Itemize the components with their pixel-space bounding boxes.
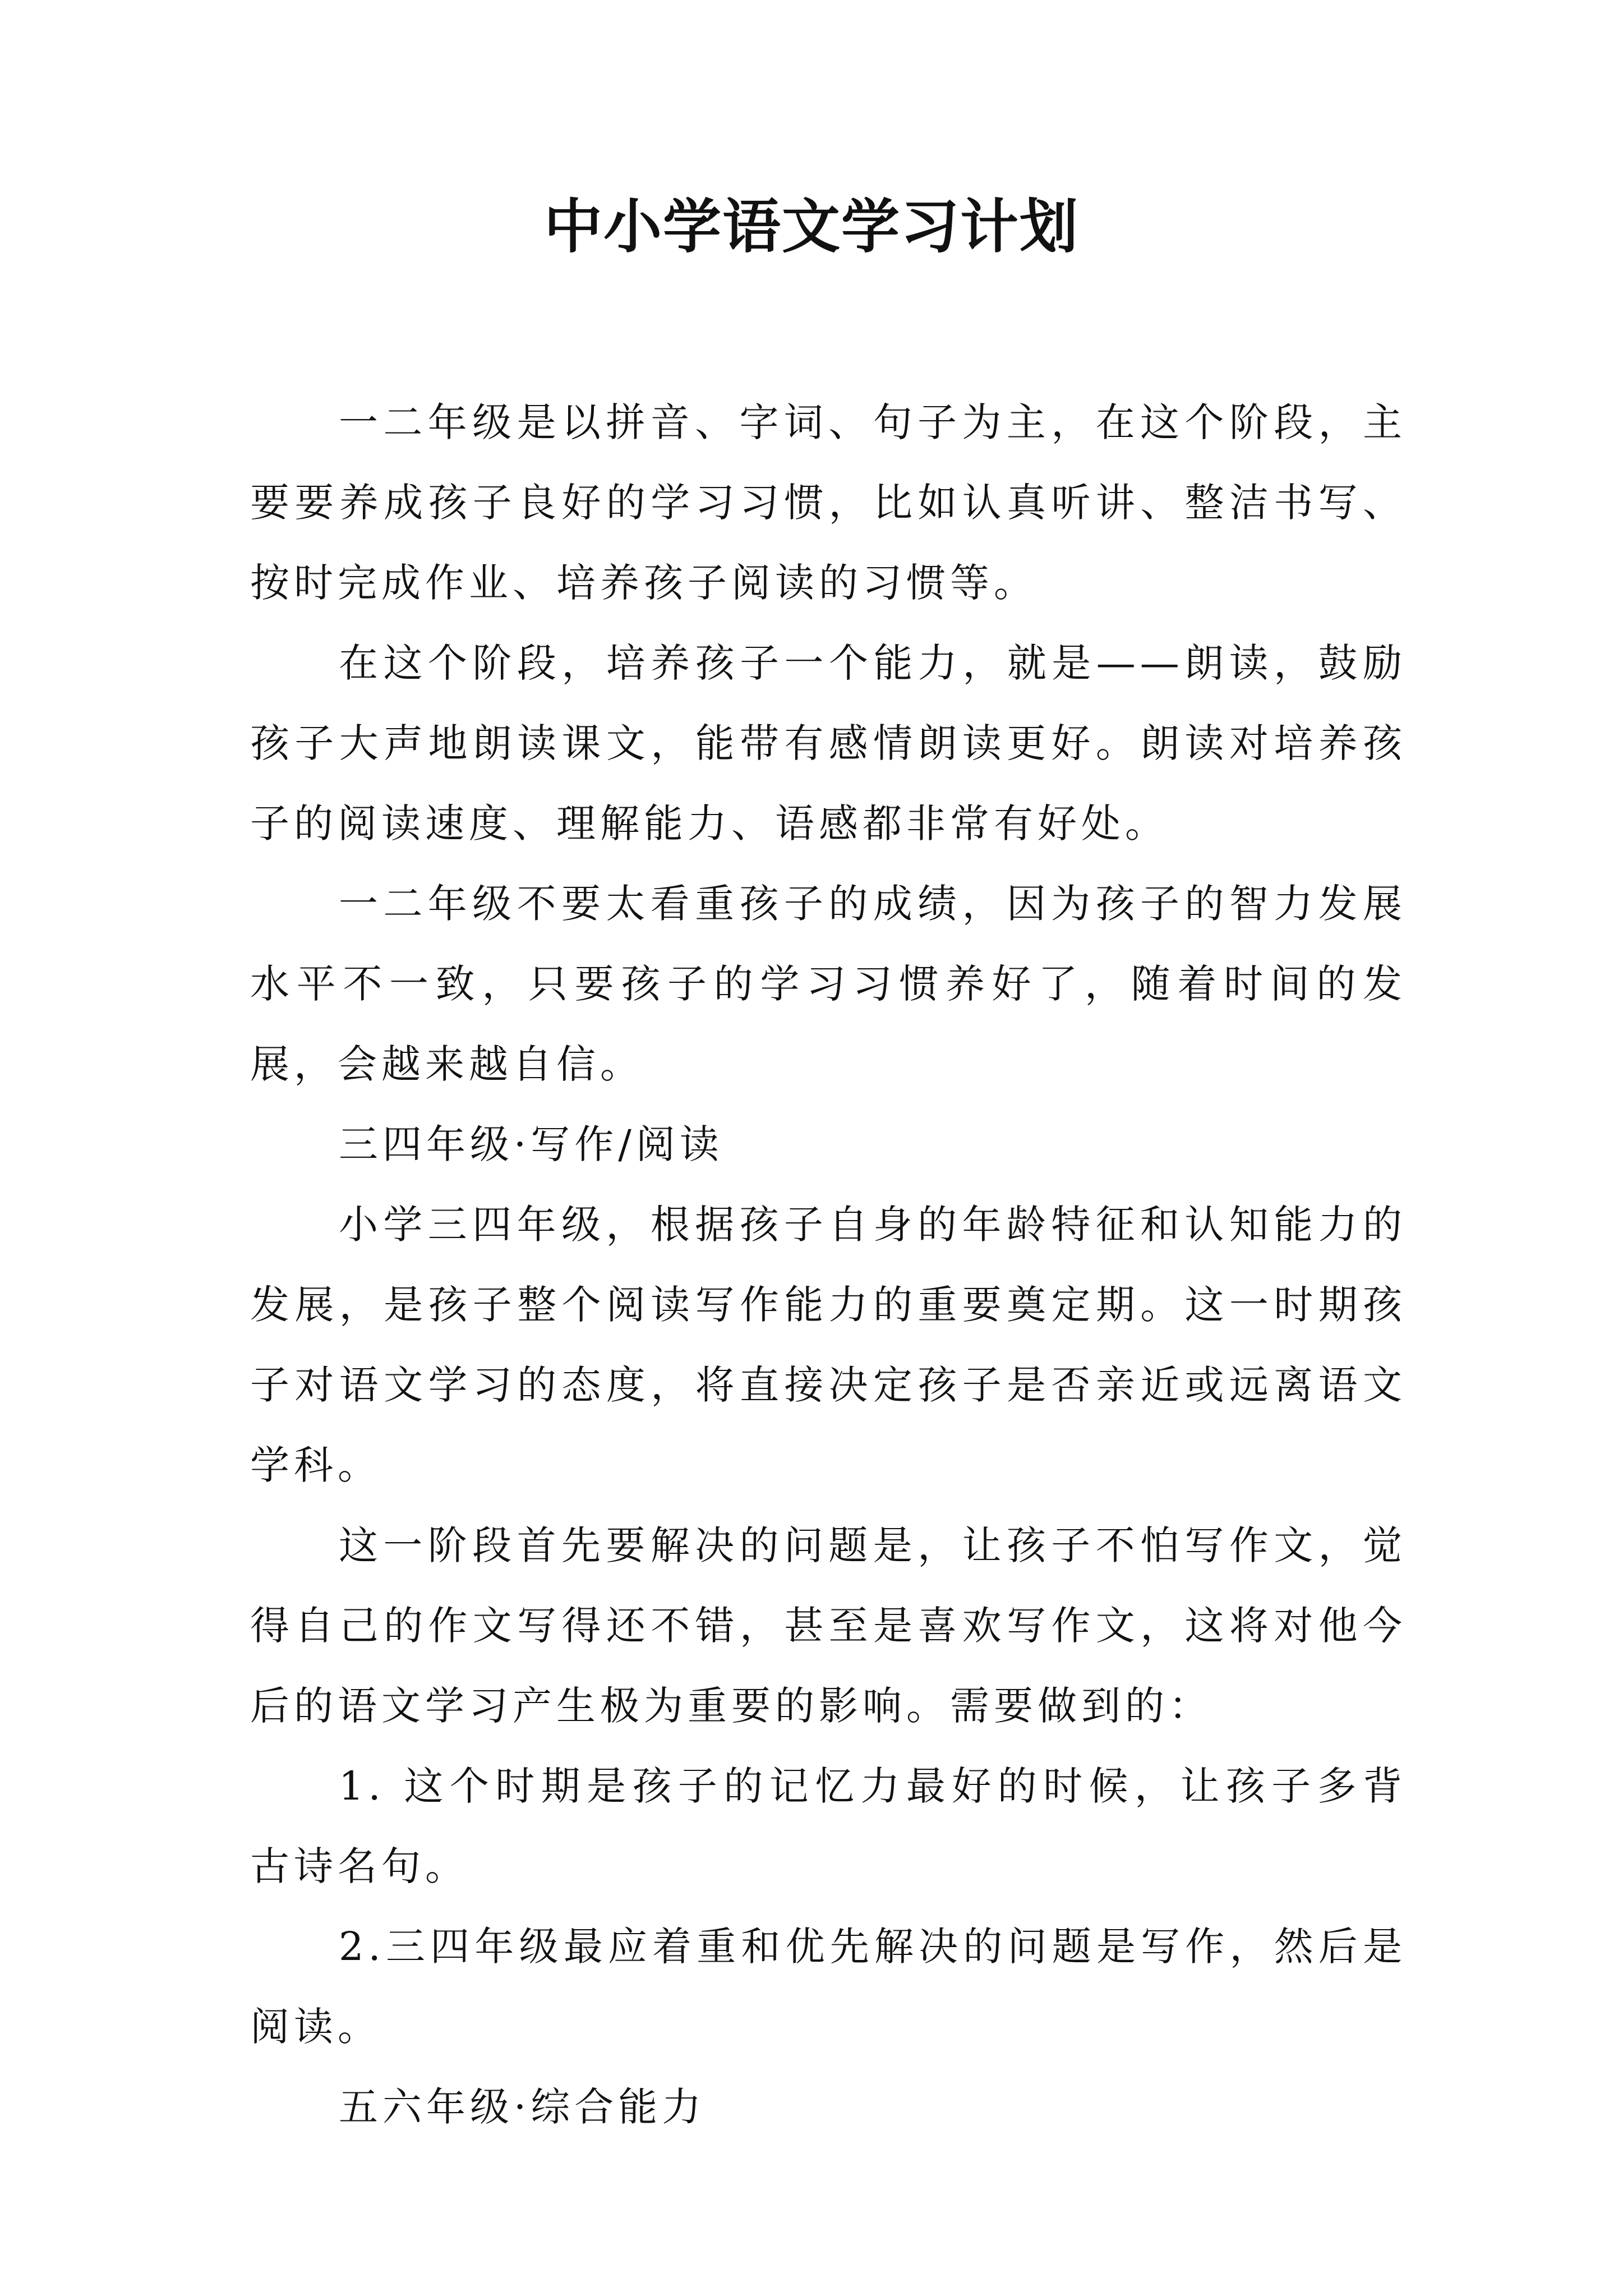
- document-body: [250, 383, 1407, 2147]
- paragraph-grades-not-emphasized: 一二年级不要太看重孩子的成绩，因为孩子的智力发展水平不一致，只要孩子的学习习惯养好了，随着时间的发展，会越来越自信。: [250, 881, 1407, 1087]
- section-heading-grade-3-4: 三四年级·写作/阅读: [339, 1121, 723, 1167]
- paragraph-reading-aloud: 在这个阶段，培养孩子一个能力，就是——朗读，鼓励孩子大声地朗读课文，能带有感情朗读更好。朗读对培养孩子的阅读速度、理解能力、语感都非常有好处。: [250, 640, 1407, 846]
- document-title: 中小学语文学习计划: [543, 192, 1079, 261]
- paragraph-grade-1-2-habits: 一二年级是以拼音、字词、句子为主，在这个阶段，主要要养成孩子良好的学习习惯，比如认真听讲、整洁书写、按时完成作业、培养孩子阅读的习惯等。: [250, 399, 1407, 606]
- paragraph-grade-3-4-foundation: 小学三四年级，根据孩子自身的年龄特征和认知能力的发展，是孩子整个阅读写作能力的重要奠定期。这一时期孩子对语文学习的态度，将直接决定孩子是否亲近或远离语文学科。: [250, 1202, 1407, 1488]
- section-heading-grade-5-6: 五六年级·综合能力: [339, 2084, 706, 2130]
- list-item-2: 2.三四年级最应着重和优先解决的问题是写作，然后是阅读。: [250, 1924, 1407, 2050]
- paragraph-writing-confidence: 这一阶段首先要解决的问题是，让孩子不怕写作文，觉得自己的作文写得还不错，甚至是喜欢写作文，这将对他今后的语文学习产生极为重要的影响。需要做到的：: [250, 1522, 1407, 1729]
- list-item-1: 1. 这个时期是孩子的记忆力最好的时候，让孩子多背古诗名句。: [250, 1763, 1407, 1889]
